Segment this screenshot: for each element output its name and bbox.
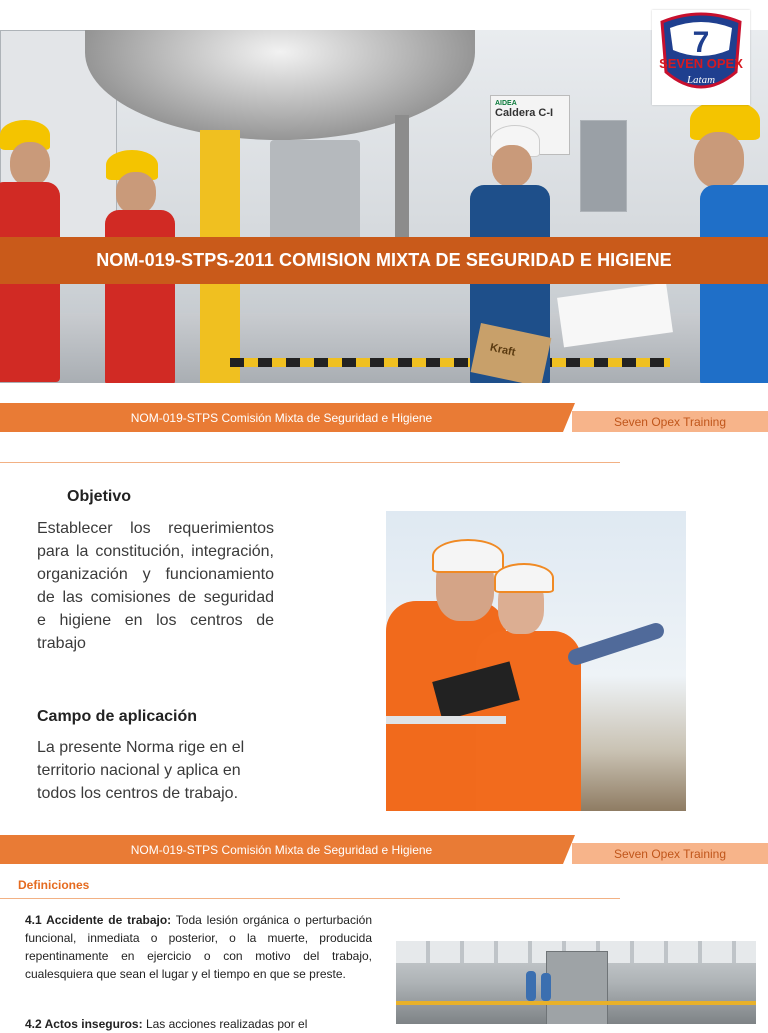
engineers-photo xyxy=(386,511,686,811)
definition-text: Toda lesión orgánica o perturbación funcional, inmediata o posterior, o la muerte, producida repentinamente en ejercicio o con motivo del trabajo, cualesquiera que sean el lugar y el tiempo en que se preste. xyxy=(25,913,372,981)
safety-stripe xyxy=(230,358,670,367)
seven-opex-logo xyxy=(652,10,750,105)
footer-bar xyxy=(0,403,768,432)
title-band xyxy=(0,237,768,284)
person-figure xyxy=(541,973,551,1001)
footer-right xyxy=(572,411,768,432)
tank-structure xyxy=(546,951,608,1024)
plant-photo xyxy=(396,941,756,1024)
footer-left xyxy=(0,403,563,432)
railing xyxy=(396,1001,756,1005)
divider-rule-2 xyxy=(0,898,620,899)
page-title: NOM-019-STPS-2011 COMISION MIXTA DE SEGURIDAD E HIGIENE xyxy=(96,250,672,270)
definition-item xyxy=(25,1015,372,1033)
steel-tank xyxy=(85,30,475,140)
footer-right-2 xyxy=(572,843,768,864)
definitions-heading: Definiciones xyxy=(18,878,90,892)
reflective-stripe xyxy=(386,716,506,724)
pointing-arm xyxy=(566,621,666,667)
definition-term: 4.2 Actos inseguros: xyxy=(25,1017,143,1031)
engineer-right-helmet xyxy=(494,563,554,593)
footer-left-text: NOM-019-STPS Comisión Mixta de Seguridad e Higiene xyxy=(130,410,433,425)
scope-heading: Campo de aplicación xyxy=(37,708,198,725)
logo-subtext: Latam xyxy=(686,74,716,86)
objective-heading: Objetivo xyxy=(67,488,132,505)
person-figure xyxy=(526,971,536,1001)
footer-left-text-2: NOM-019-STPS Comisión Mixta de Seguridad e Higiene xyxy=(130,842,433,857)
footer-left-2 xyxy=(0,835,563,864)
footer-bar-2 xyxy=(0,835,768,864)
caldera-sign: AIDEA Caldera C-I xyxy=(490,95,570,155)
footer-right-text: Seven Opex Training xyxy=(613,414,727,429)
engineer-left-helmet xyxy=(432,539,504,573)
definition-item xyxy=(25,911,372,983)
objective-text: Establecer los requerimientos para la constitución, integración, organización y funcionamiento de las comisiones de seguridad e higiene en los centros de trabajo xyxy=(37,520,274,652)
footer-right-text-2: Seven Opex Training xyxy=(613,846,727,861)
definition-term: 4.1 Accidente de trabajo: xyxy=(25,913,172,927)
definition-text: Las acciones realizadas por el xyxy=(145,1017,308,1031)
logo-text: SEVEN OPEX xyxy=(659,56,743,71)
electrical-box xyxy=(580,120,627,212)
scope-text: La presente Norma rige en el territorio nacional y aplica en todos los centros de trabajo. xyxy=(37,739,245,802)
paper-bag: Kraft xyxy=(471,323,552,383)
divider-rule xyxy=(0,462,620,463)
logo-number: 7 xyxy=(692,26,710,59)
